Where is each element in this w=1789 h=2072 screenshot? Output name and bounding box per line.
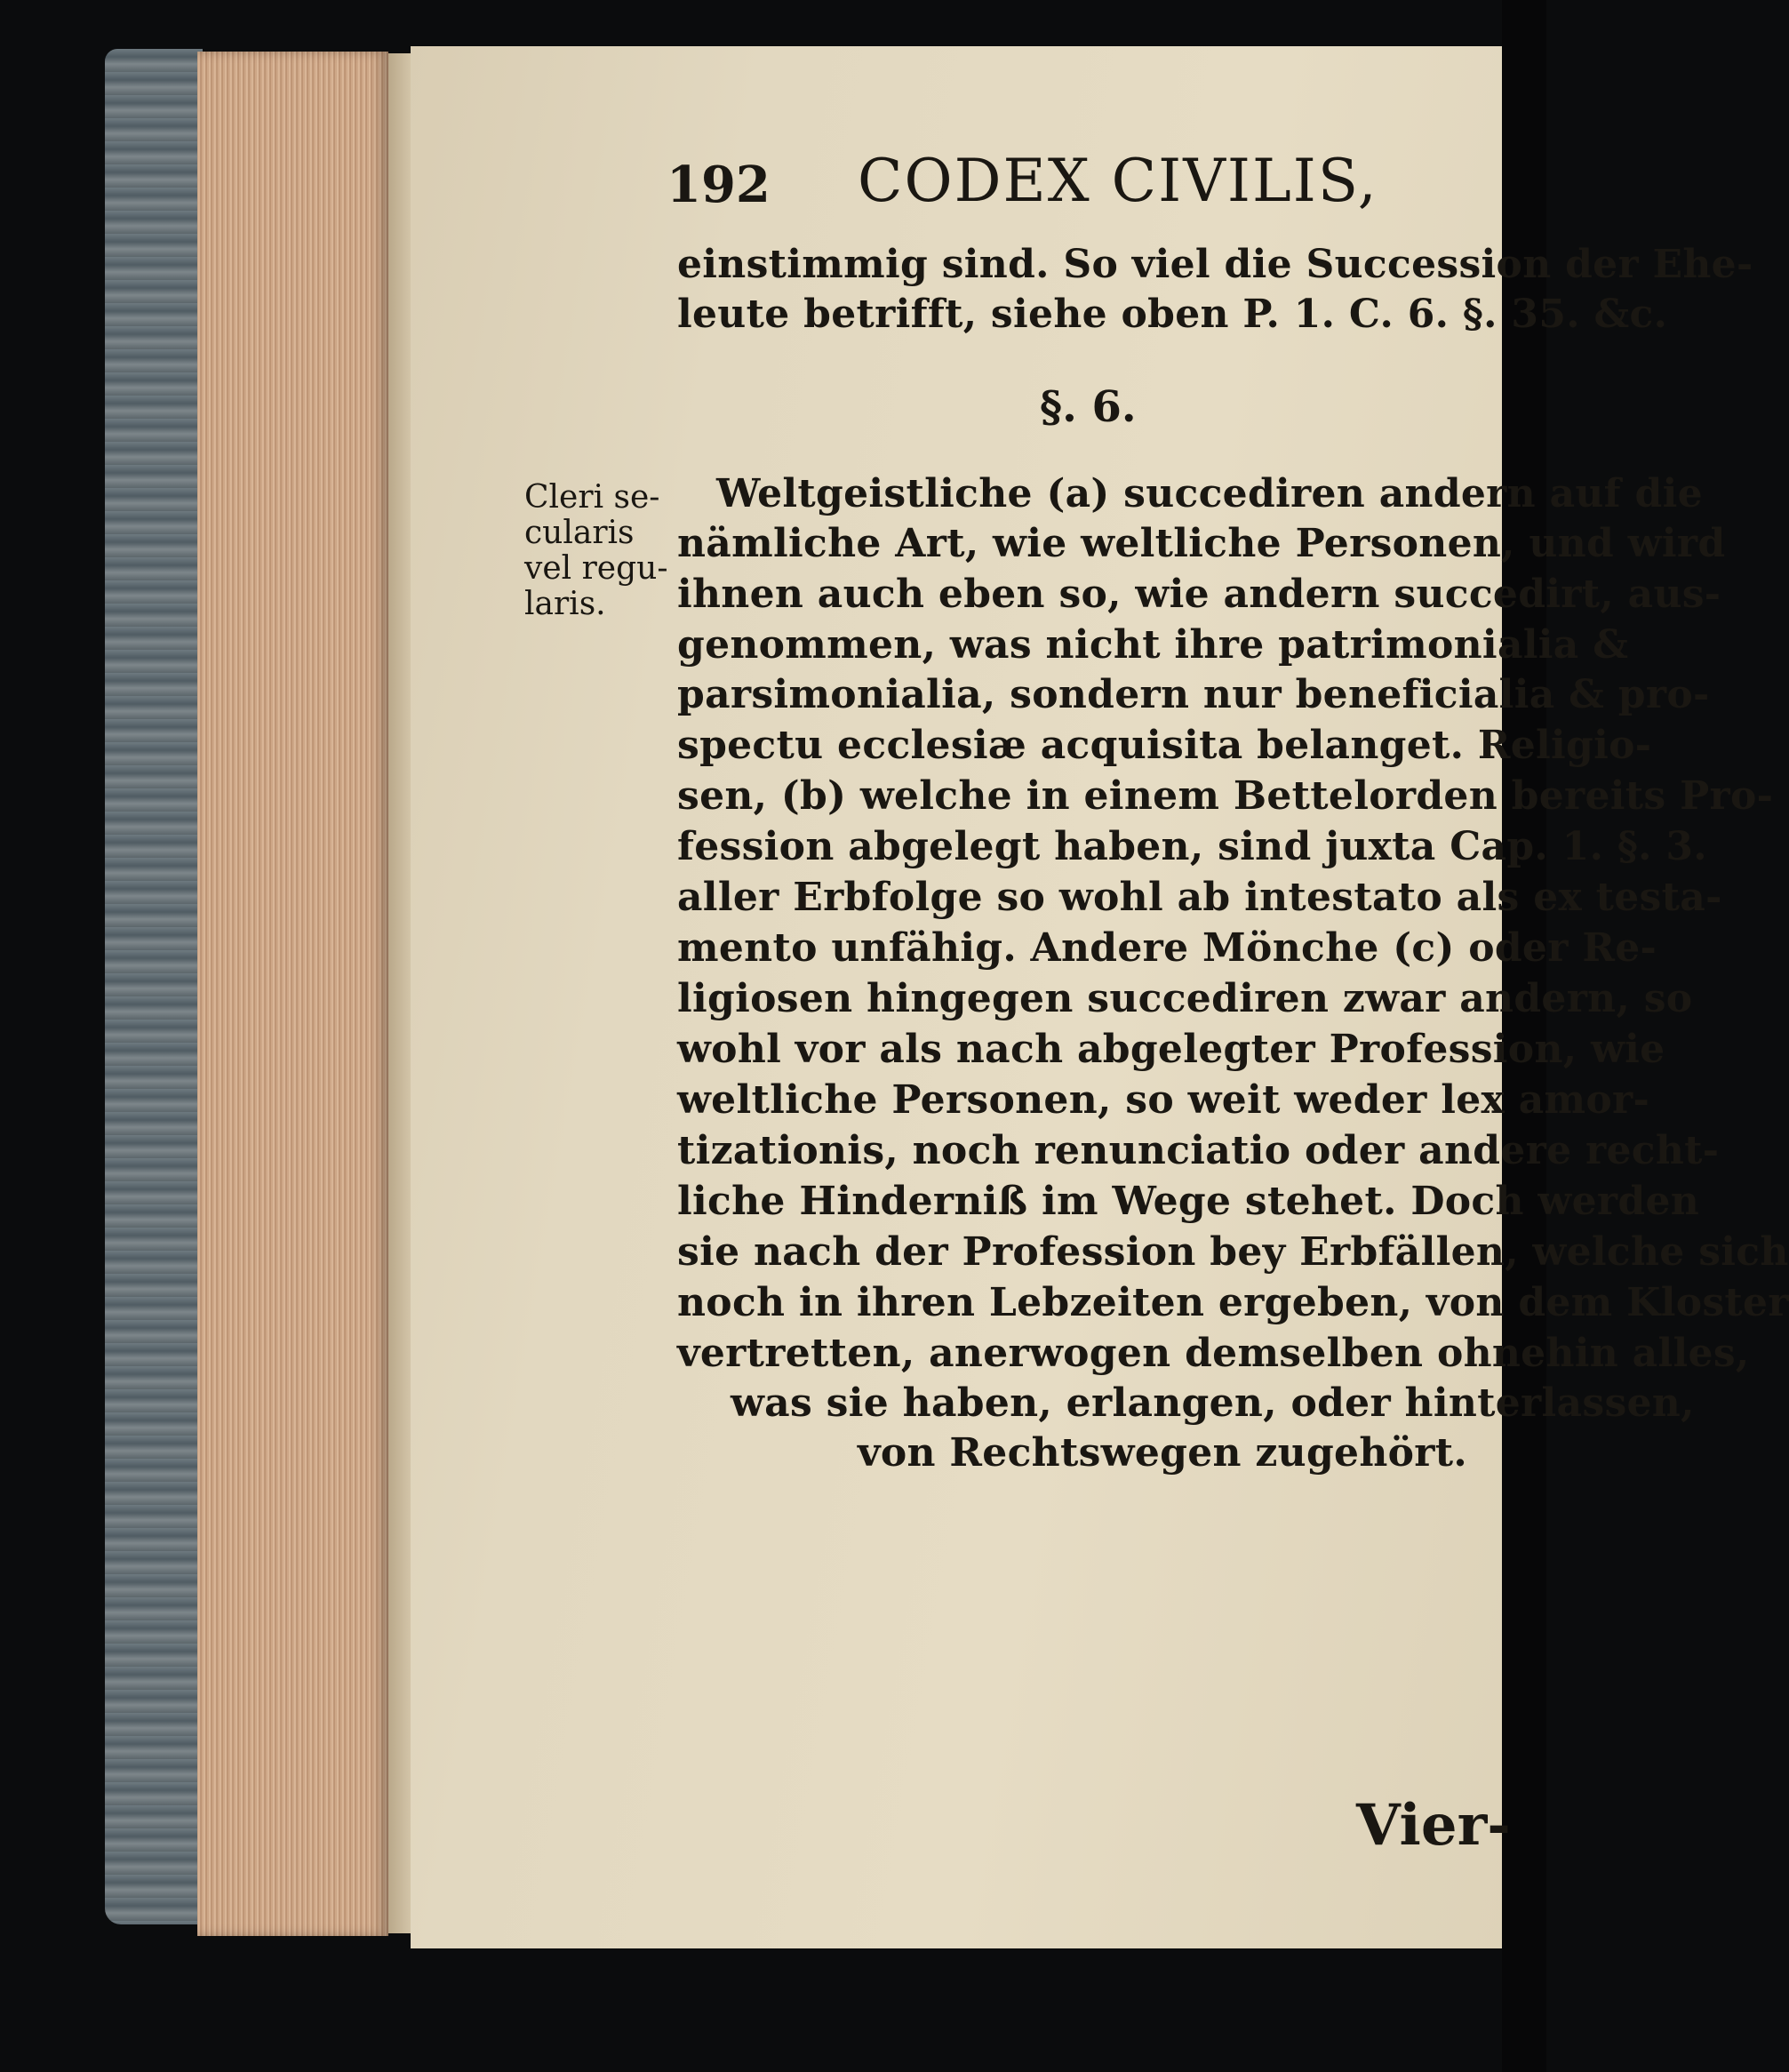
text-line: ihnen auch eben so, wie andern succedirt, aus- [677, 572, 1721, 617]
running-title: CODEX CIVILIS, [858, 147, 1378, 215]
text-line: Weltgeistliche (a) succediren andern auf die [716, 471, 1703, 516]
page-edges [197, 52, 388, 1936]
text-line: tizationis, noch renunciatio oder andere recht- [677, 1128, 1720, 1173]
text-line: wohl vor als nach abgelegter Profession, wie [677, 1027, 1665, 1072]
text-line: parsimonialia, sondern nur beneficialia & pro- [677, 672, 1710, 717]
text-line: was sie haben, erlangen, oder hinterlassen, [731, 1380, 1695, 1426]
margin-note [524, 480, 668, 622]
text-line: aller Erbfolge so wohl ab intestato als ex testa- [677, 875, 1722, 920]
text-line: weltliche Personen, so weit weder lex amor- [677, 1077, 1650, 1123]
margin-note-line: laris. [524, 586, 606, 622]
text-line: sie nach der Profession bey Erbfällen, welche sich [677, 1229, 1789, 1275]
book-cover [105, 49, 203, 1924]
text-line: von Rechtswegen zugehört. [858, 1430, 1467, 1476]
page-number: 192 [667, 156, 771, 214]
text-line: genommen, was nicht ihre patrimonialia & [677, 622, 1629, 668]
text-line: noch in ihren Lebzeiten ergeben, von dem Kloster [677, 1280, 1789, 1325]
text-line: ligiosen hingegen succediren zwar andern, so [677, 976, 1693, 1021]
text-line: nämliche Art, wie weltliche Personen, und wird [677, 521, 1726, 566]
margin-note-line: Cleri se- [524, 479, 660, 516]
page-gutter [388, 53, 413, 1933]
text-line: sen, (b) welche in einem Bettelorden bereits Pro- [677, 773, 1774, 819]
text-line: mento unfähig. Andere Mönche (c) oder Re- [677, 925, 1657, 971]
text-line: spectu ecclesiæ acquisita belanget. Religio- [677, 723, 1652, 768]
catchword: Vier- [1356, 1792, 1511, 1859]
text-line: fession abgelegt haben, sind juxta Cap. 1. §. 3. [677, 824, 1707, 869]
text-line: vertretten, anerwogen demselben ohnehin alles, [677, 1331, 1750, 1376]
margin-note-line: cularis [524, 515, 635, 551]
text-line: einstimmig sind. So viel die Succession der Ehe- [677, 242, 1753, 287]
section-heading: §. 6. [1040, 382, 1137, 432]
margin-note-line: vel regu- [524, 550, 668, 587]
text-line: liche Hinderniß im Wege stehet. Doch werden [677, 1179, 1700, 1224]
text-line: leute betrifft, siehe oben P. 1. C. 6. §. 35. &c. [677, 292, 1668, 337]
